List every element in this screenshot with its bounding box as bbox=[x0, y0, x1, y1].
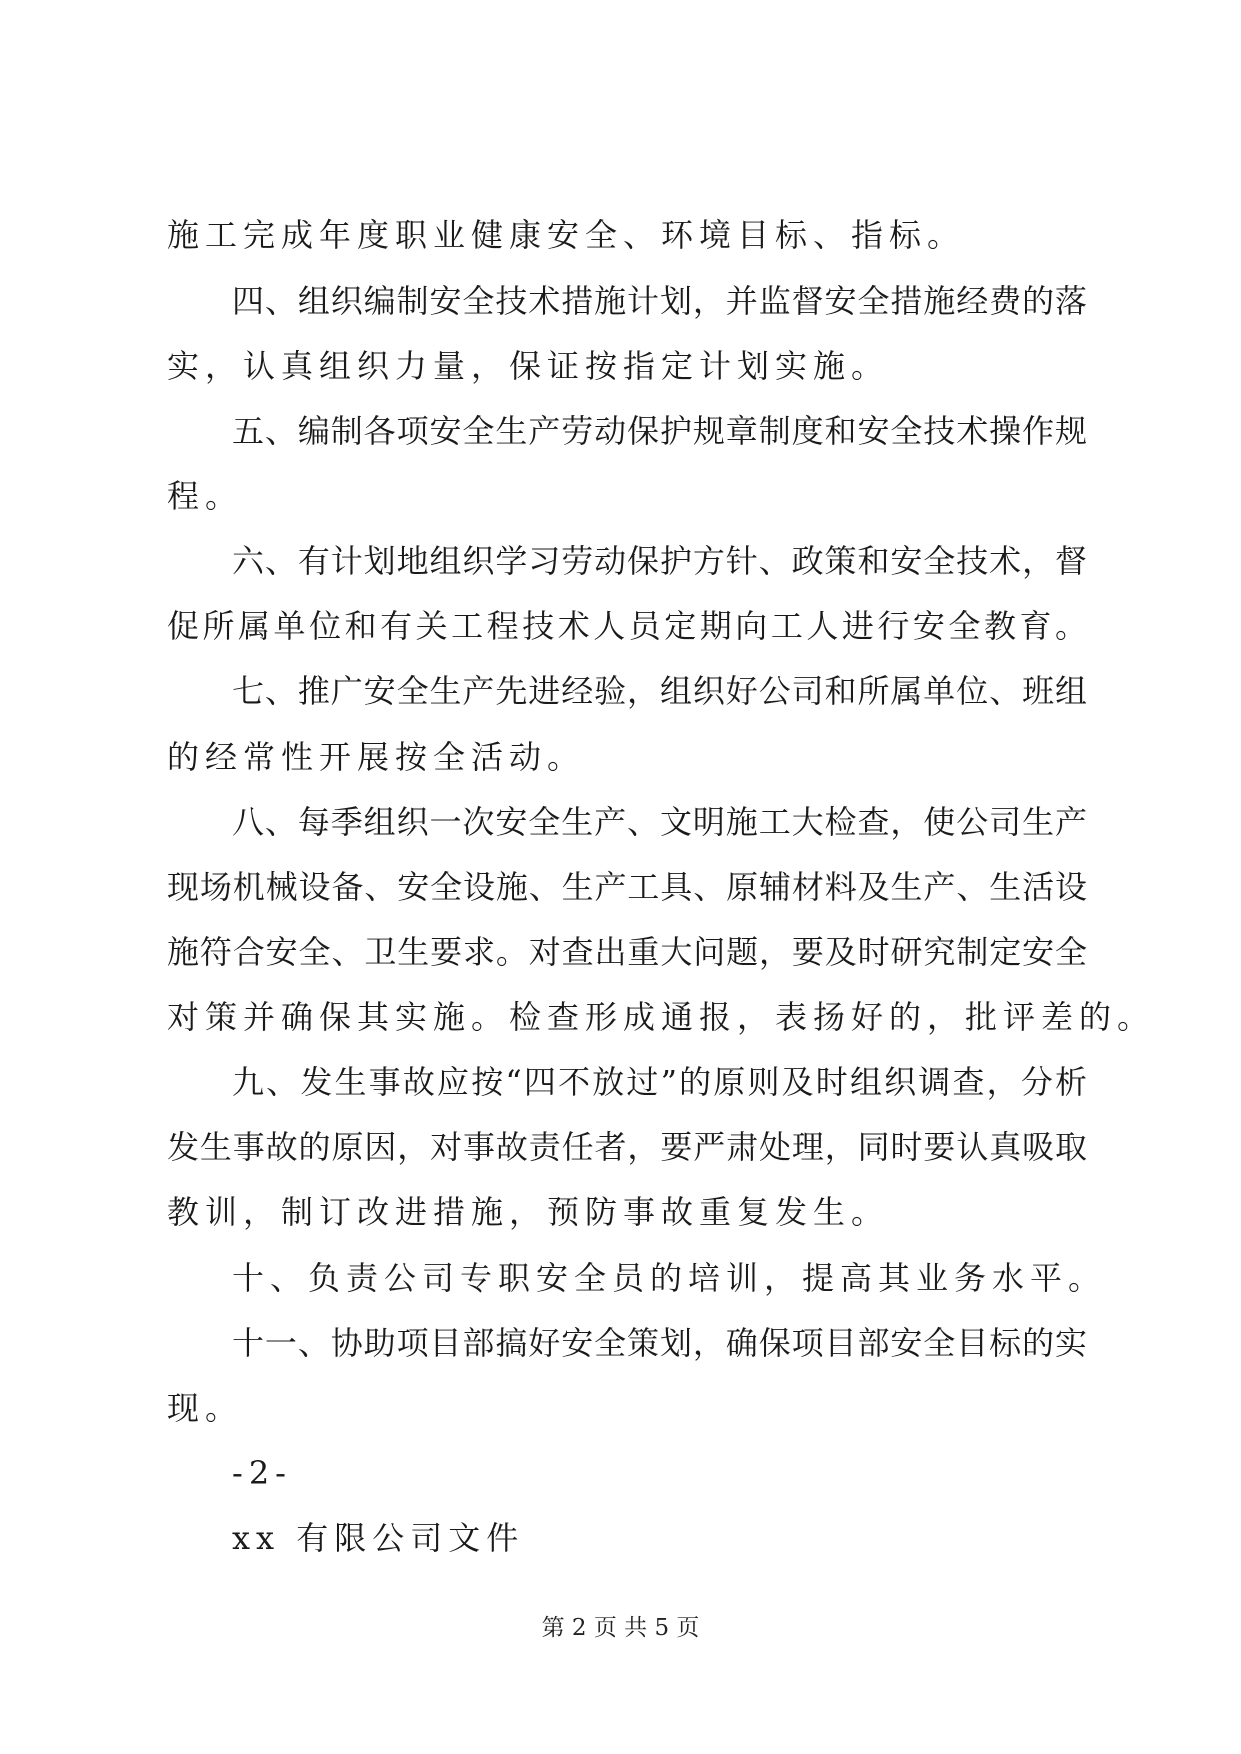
text-line: 促所属单位和有关工程技术人员定期向工人进行安全教育。 bbox=[167, 607, 1087, 645]
text-line: 九、发生事故应按“四不放过”的原则及时组织调查，分析 bbox=[232, 1063, 1087, 1101]
text-line: 四、组织编制安全技术措施计划，并监督安全措施经费的落 bbox=[232, 282, 1087, 320]
text-line: 现场机械设备、安全设施、生产工具、原辅材料及生产、生活设 bbox=[167, 868, 1087, 906]
text-line: 十、负责公司专职安全员的培训，提高其业务水平。 bbox=[232, 1259, 1107, 1297]
text-line: 五、编制各项安全生产劳动保护规章制度和安全技术操作规 bbox=[232, 412, 1087, 450]
page-footer: 第 2 页 共 5 页 bbox=[541, 1615, 700, 1641]
text-line: 程。 bbox=[167, 477, 244, 515]
text-line: 施符合安全、卫生要求。对查出重大问题，要及时研究制定安全 bbox=[167, 933, 1087, 971]
page-marker: -2- bbox=[232, 1454, 292, 1492]
text-line: 的经常性开展按全活动。 bbox=[167, 738, 586, 776]
text-line: 教训，制订改进措施，预防事故重复发生。 bbox=[167, 1193, 890, 1231]
text-line: 发生事故的原因，对事故责任者，要严肃处理，同时要认真吸取 bbox=[167, 1128, 1087, 1166]
text-line: 八、每季组织一次安全生产、文明施工大检查，使公司生产 bbox=[232, 803, 1087, 841]
company-document-label: xx 有限公司文件 bbox=[232, 1519, 525, 1557]
text-line: 实，认真组织力量，保证按指定计划实施。 bbox=[167, 347, 890, 385]
text-line: 十一、协助项目部搞好安全策划，确保项目部安全目标的实 bbox=[232, 1324, 1087, 1362]
text-line: 现。 bbox=[167, 1389, 244, 1427]
text-line: 施工完成年度职业健康安全、环境目标、指标。 bbox=[167, 216, 966, 254]
text-line: 六、有计划地组织学习劳动保护方针、政策和安全技术，督 bbox=[232, 542, 1087, 580]
text-line: 对策并确保其实施。检查形成通报，表扬好的，批评差的。 bbox=[167, 998, 1156, 1036]
text-line: 七、推广安全生产先进经验，组织好公司和所属单位、班组 bbox=[232, 672, 1087, 710]
